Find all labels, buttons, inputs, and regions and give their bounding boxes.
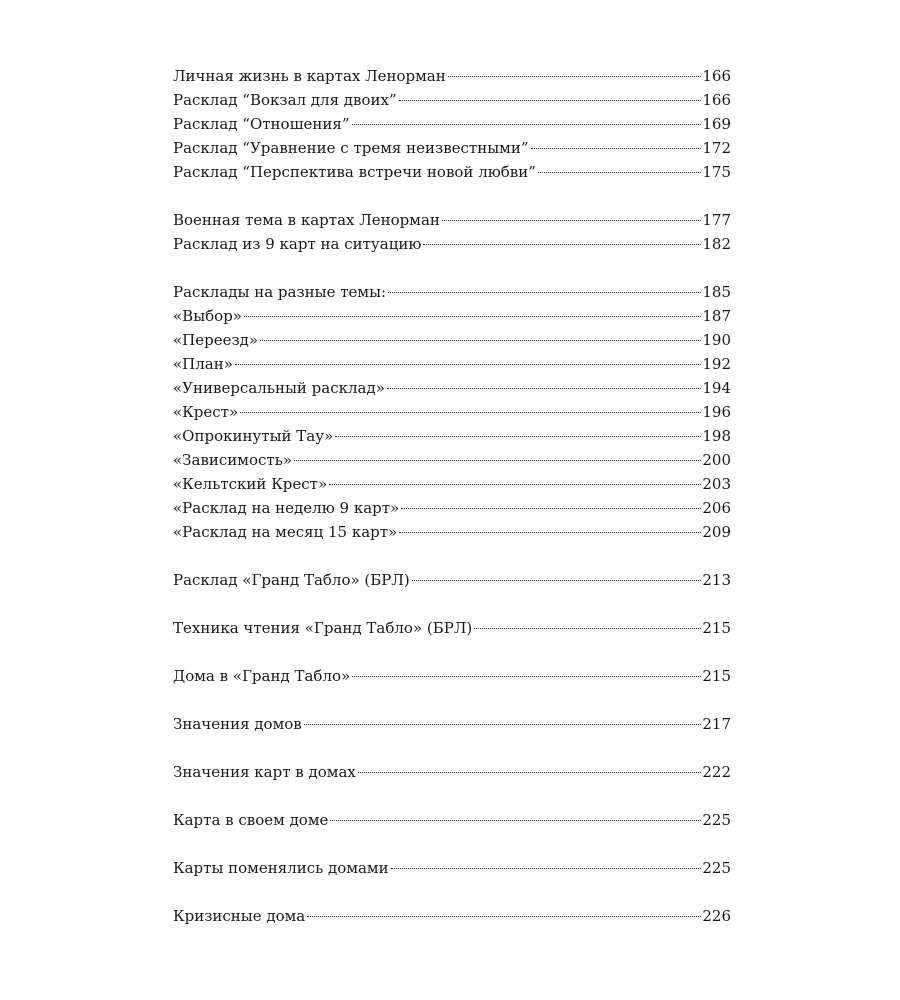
toc-entry-page-number: 196 [702,403,731,421]
dot-leader [442,220,701,221]
toc-group [173,664,731,688]
toc-entry [173,112,731,136]
toc-entry-title: «Расклад на месяц 15 карт» [173,523,398,541]
toc-entry-page-number: 203 [702,475,731,493]
toc-entry-title: Кризисные дома [173,907,306,925]
toc-group [173,208,731,256]
toc-entry-page-number: 166 [702,67,731,85]
toc-entry-page-number: 226 [702,907,731,925]
dot-leader [240,412,701,413]
dot-leader [294,460,701,461]
dot-leader [335,436,701,437]
dot-leader [412,580,702,581]
toc-entry [173,448,731,472]
toc-entry-page-number: 225 [702,859,731,877]
toc-entry-title: «Зависимость» [173,451,293,469]
toc-entry [173,904,731,928]
toc-entry-title: Карты поменялись домами [173,859,389,877]
toc-entry [173,400,731,424]
toc-entry-title: Карта в своем доме [173,811,329,829]
toc-entry-page-number: 206 [702,499,731,517]
toc-group [173,64,731,184]
toc-entry-page-number: 225 [702,811,731,829]
toc-group [173,568,731,592]
toc-entry-title: «Переезд» [173,331,259,349]
toc-group [173,808,731,832]
toc-group [173,712,731,736]
toc-entry-title: «Универсальный расклад» [173,379,385,397]
toc-entry-page-number: 177 [702,211,731,229]
dot-leader [401,508,701,509]
toc-entry-title: Расклад “Вокзал для двоих” [173,91,397,109]
toc-entry-title: Расклад “Уравнение с тремя неизвестными” [173,139,529,157]
toc-entry [173,496,731,520]
toc-entry-title: «Расклад на неделю 9 карт» [173,499,400,517]
toc-entry-title: Военная тема в картах Ленорман [173,211,440,229]
toc-entry [173,424,731,448]
toc-group [173,280,731,544]
toc-entry [173,160,731,184]
toc-entry [173,808,731,832]
toc-entry-title: Техника чтения «Гранд Табло» (БРЛ) [173,619,473,637]
toc-entry-title: Расклад “Отношения” [173,115,350,133]
toc-entry-title: «Выбор» [173,307,242,325]
toc-entry-title: Расклады на разные темы: [173,283,387,301]
toc-group [173,760,731,784]
dot-leader [387,388,701,389]
toc-entry-page-number: 213 [702,571,731,589]
toc-entry-page-number: 190 [702,331,731,349]
toc-entry-title: Расклад из 9 карт на ситуацию [173,235,422,253]
toc-entry-title: Значения домов [173,715,302,733]
toc-entry-title: Расклад “Перспектива встречи новой любви” [173,163,536,181]
toc-entry-page-number: 169 [702,115,731,133]
toc-entry-title: «Крест» [173,403,239,421]
dot-leader [235,364,701,365]
dot-leader [388,292,701,293]
toc-entry-title: «План» [173,355,233,373]
dot-leader [352,676,701,677]
toc-entry [173,760,731,784]
dot-leader [448,76,702,77]
toc-entry-page-number: 185 [702,283,731,301]
toc-entry [173,856,731,880]
dot-leader [399,532,701,533]
toc-entry-page-number: 217 [702,715,731,733]
toc-entry-page-number: 172 [702,139,731,157]
toc-entry-title: Значения карт в домах [173,763,356,781]
toc-entry [173,520,731,544]
toc-entry-title: Расклад «Гранд Табло» (БРЛ) [173,571,410,589]
toc-group [173,856,731,880]
toc-entry-page-number: 192 [702,355,731,373]
toc-entry [173,712,731,736]
toc-entry-page-number: 222 [702,763,731,781]
toc-entry [173,88,731,112]
toc-entry [173,352,731,376]
toc-entry [173,208,731,232]
toc-entry-page-number: 166 [702,91,731,109]
toc-entry [173,64,731,88]
toc-entry-page-number: 175 [702,163,731,181]
dot-leader [260,340,701,341]
dot-leader [423,244,701,245]
dot-leader [329,484,701,485]
toc-entry-page-number: 209 [702,523,731,541]
toc-entry [173,136,731,160]
toc-entry [173,328,731,352]
dot-leader [399,100,702,101]
toc-entry-title: Личная жизнь в картах Ленорман [173,67,446,85]
toc-entry [173,568,731,592]
dot-leader [330,820,701,821]
toc-group [173,904,731,928]
toc-entry-page-number: 215 [702,667,731,685]
toc-entry [173,232,731,256]
dot-leader [304,724,702,725]
toc-entry-page-number: 200 [702,451,731,469]
toc-entry [173,280,731,304]
dot-leader [391,868,702,869]
dot-leader [531,148,702,149]
dot-leader [307,916,701,917]
toc-entry-page-number: 198 [702,427,731,445]
toc-entry-title: «Опрокинутый Тау» [173,427,334,445]
toc-entry [173,304,731,328]
dot-leader [538,172,701,173]
dot-leader [358,772,702,773]
toc-entry [173,664,731,688]
table-of-contents [173,64,731,928]
dot-leader [244,316,701,317]
toc-entry [173,376,731,400]
toc-group [173,616,731,640]
toc-entry-page-number: 187 [702,307,731,325]
dot-leader [474,628,701,629]
toc-entry-page-number: 182 [702,235,731,253]
toc-entry-page-number: 194 [702,379,731,397]
toc-entry-page-number: 215 [702,619,731,637]
toc-entry [173,616,731,640]
toc-entry-title: Дома в «Гранд Табло» [173,667,351,685]
toc-entry-title: «Кельтский Крест» [173,475,328,493]
dot-leader [352,124,702,125]
toc-entry [173,472,731,496]
